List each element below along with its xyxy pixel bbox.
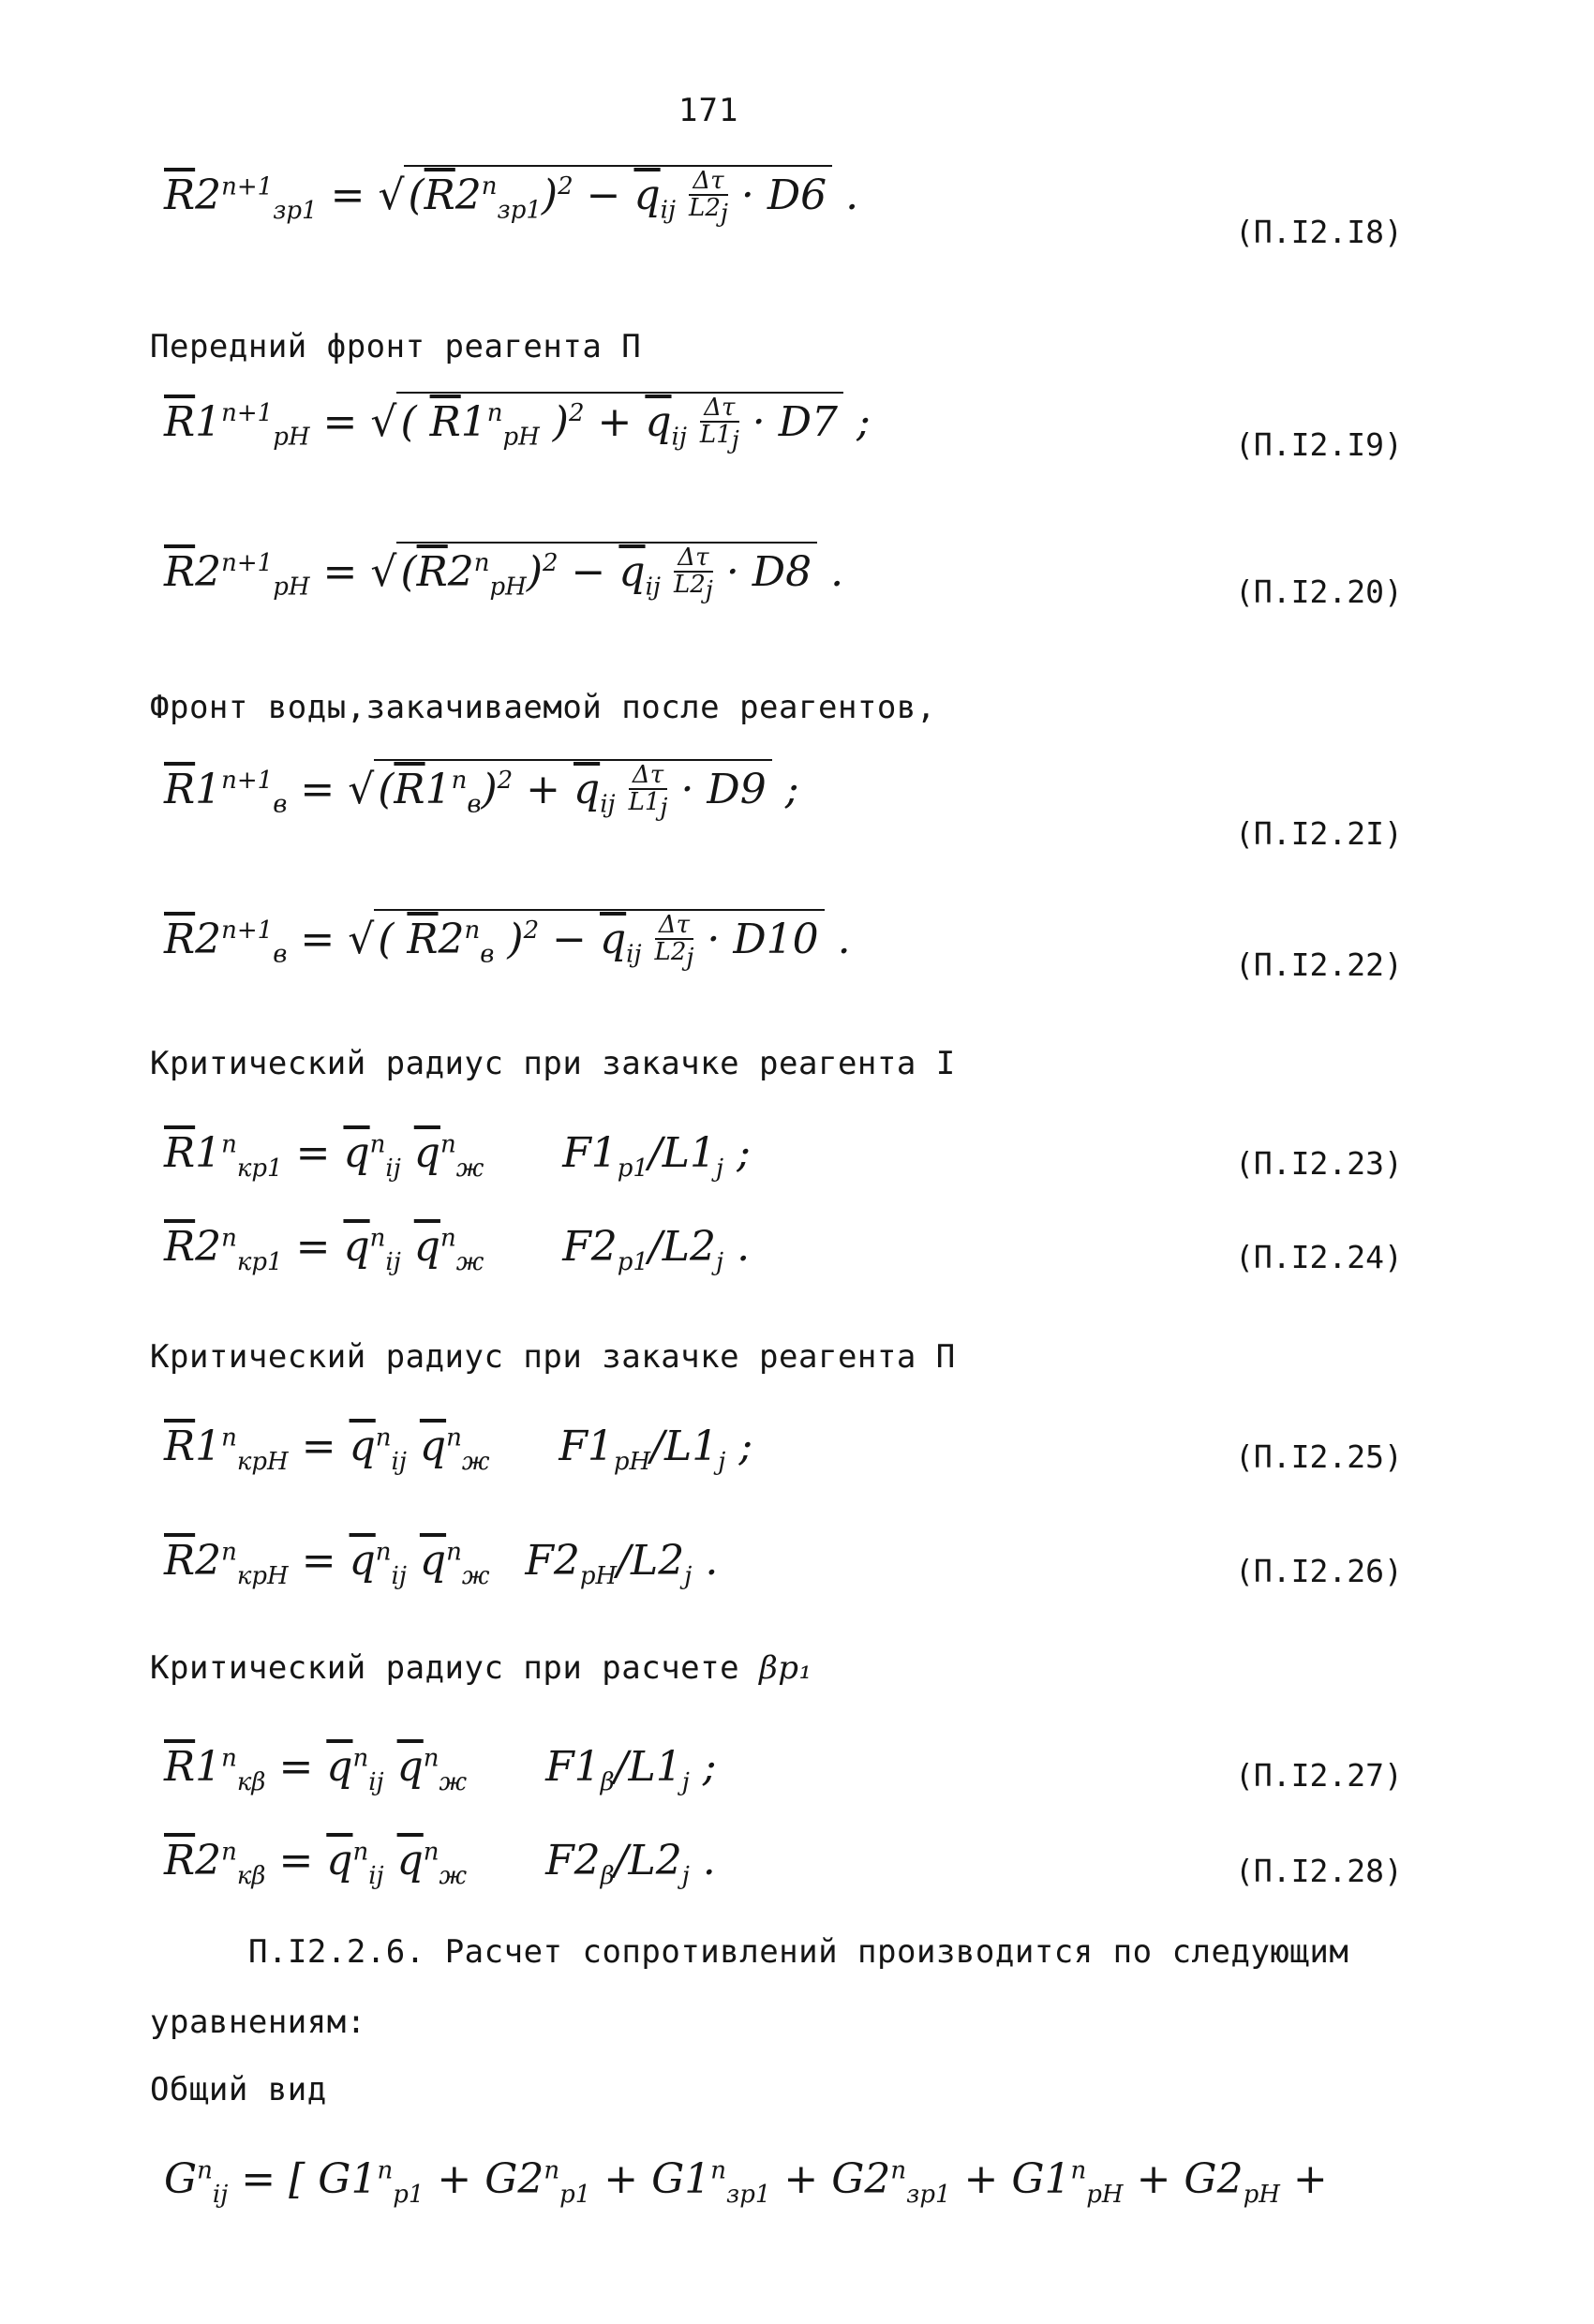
equation-number: (П.I2.26) [1235, 1553, 1403, 1589]
formula-II-12-24: $\overline{R}2^n_{кр1} = \overline{q}^n_{ij}$ $\overline{q}^n_ж$ $F2_{р1}/L2_j$ . [164, 1223, 751, 1276]
equation-number: (П.I2.24) [1235, 1239, 1403, 1275]
paragraph-line-1: П.I2.2.6. Расчет сопротивлений производится по следующим [248, 1933, 1349, 1971]
formula-II-12-20: $\overline{R}2^{n+1}_{рН} = √(\overline{R}2^n_{рН})^2 - \overline{q}_{ij}$ $\frac{\Delta\tau}{L2_j}$ · D8 . [164, 544, 844, 605]
equation-number: (П.I2.28) [1235, 1853, 1403, 1889]
formula-II-12-25: $\overline{R}1^n_{крН} = \overline{q}^n_{ij}$ $\overline{q}^n_ж$ $F1_{рН}/L1_j$ ; [164, 1423, 753, 1476]
section-text-general-form: Общий вид [150, 2071, 327, 2108]
equation-number: (П.I2.20) [1235, 574, 1403, 610]
equation-number: (П.I2.I8) [1235, 214, 1403, 250]
formula-general-resistance: $G^n_{ij}$ = [ $G1^n_{р1} + G2^n_{р1} + G1^n_{зр1} + G2^n_{зр1} + G1^n_{рН} + G2_{рН}$ + [164, 2155, 1328, 2209]
formula-II-12-26: $\overline{R}2^n_{крН} = \overline{q}^n_{ij}$ $\overline{q}^n_ж$ $F2_{рН}/L2_j$ . [164, 1537, 719, 1590]
equation-number: (П.I2.27) [1235, 1757, 1403, 1794]
formula-II-12-18: $\overline{R}2^{n+1}_{зр1} = √(\overline{R}2^n_{зр1})^2 - \overline{q}_{ij}$ $\frac{\Delta\tau}{L2_j}$ · D6 . [164, 167, 859, 229]
section-text-critical-radius-reagent-1: Критический радиус при закачке реагента I [150, 1045, 956, 1082]
equation-number: (П.I2.22) [1235, 946, 1403, 983]
equation-number: (П.I2.25) [1235, 1438, 1403, 1475]
formula-II-12-21: $\overline{R}1^{n+1}_в = √(\overline{R}1^n_в)^2 + \overline{q}_{ij}$ $\frac{\Delta\tau}{L1_j}$ · D9 ; [164, 761, 799, 823]
equation-number: (П.I2.2I) [1235, 815, 1403, 852]
equation-number: (П.I2.I9) [1235, 426, 1403, 463]
text: Критический радиус при расчете [150, 1649, 740, 1687]
formula-II-12-28: $\overline{R}2^n_{к\beta} = \overline{q}^n_{ij}$ $\overline{q}^n_ж$ $F2_\beta/L2_j$ . [164, 1837, 716, 1890]
beta-symbol: βр₁ [759, 1649, 812, 1687]
formula-lhs: $\overline{R}2^{n+1}_{зр1}$ [164, 171, 318, 225]
formula-II-12-23: $\overline{R}1^n_{кр1} = \overline{q}^n_{ij}$ $\overline{q}^n_ж$ $F1_{р1}/L1_j$ ; [164, 1129, 751, 1183]
page-number: 171 [678, 92, 739, 129]
section-text-water-front: Фронт воды,закачиваемой после реагентов, [150, 689, 936, 726]
section-text-critical-radius-beta [150, 1649, 812, 1687]
formula-II-12-27: $\overline{R}1^n_{к\beta} = \overline{q}^n_{ij}$ $\overline{q}^n_ж$ $F1_\beta/L1_j$ ; [164, 1743, 717, 1796]
section-text-front-reagent-2: Передний фронт реагента П [150, 328, 642, 365]
formula-II-12-22: $\overline{R}2^{n+1}_в$ = √( $\overline{R}2^n_в$ )$^2 - \overline{q}_{ij}$ $\frac{\Delta\tau}{L2_j}$ · D10 . [164, 911, 851, 973]
paragraph-line-2: уравнениям: [150, 2004, 366, 2041]
section-text-critical-radius-reagent-2: Критический радиус при закачке реагента П [150, 1338, 956, 1376]
equation-number: (П.I2.23) [1235, 1145, 1403, 1182]
formula-II-12-19: $\overline{R}1^{n+1}_{рН}$ = √( $\overline{R}1^n_{рН}$ )$^2 + \overline{q}_{ij}$ $\frac{\Delta\tau}{L1_j}$ · D7 ; [164, 394, 871, 455]
